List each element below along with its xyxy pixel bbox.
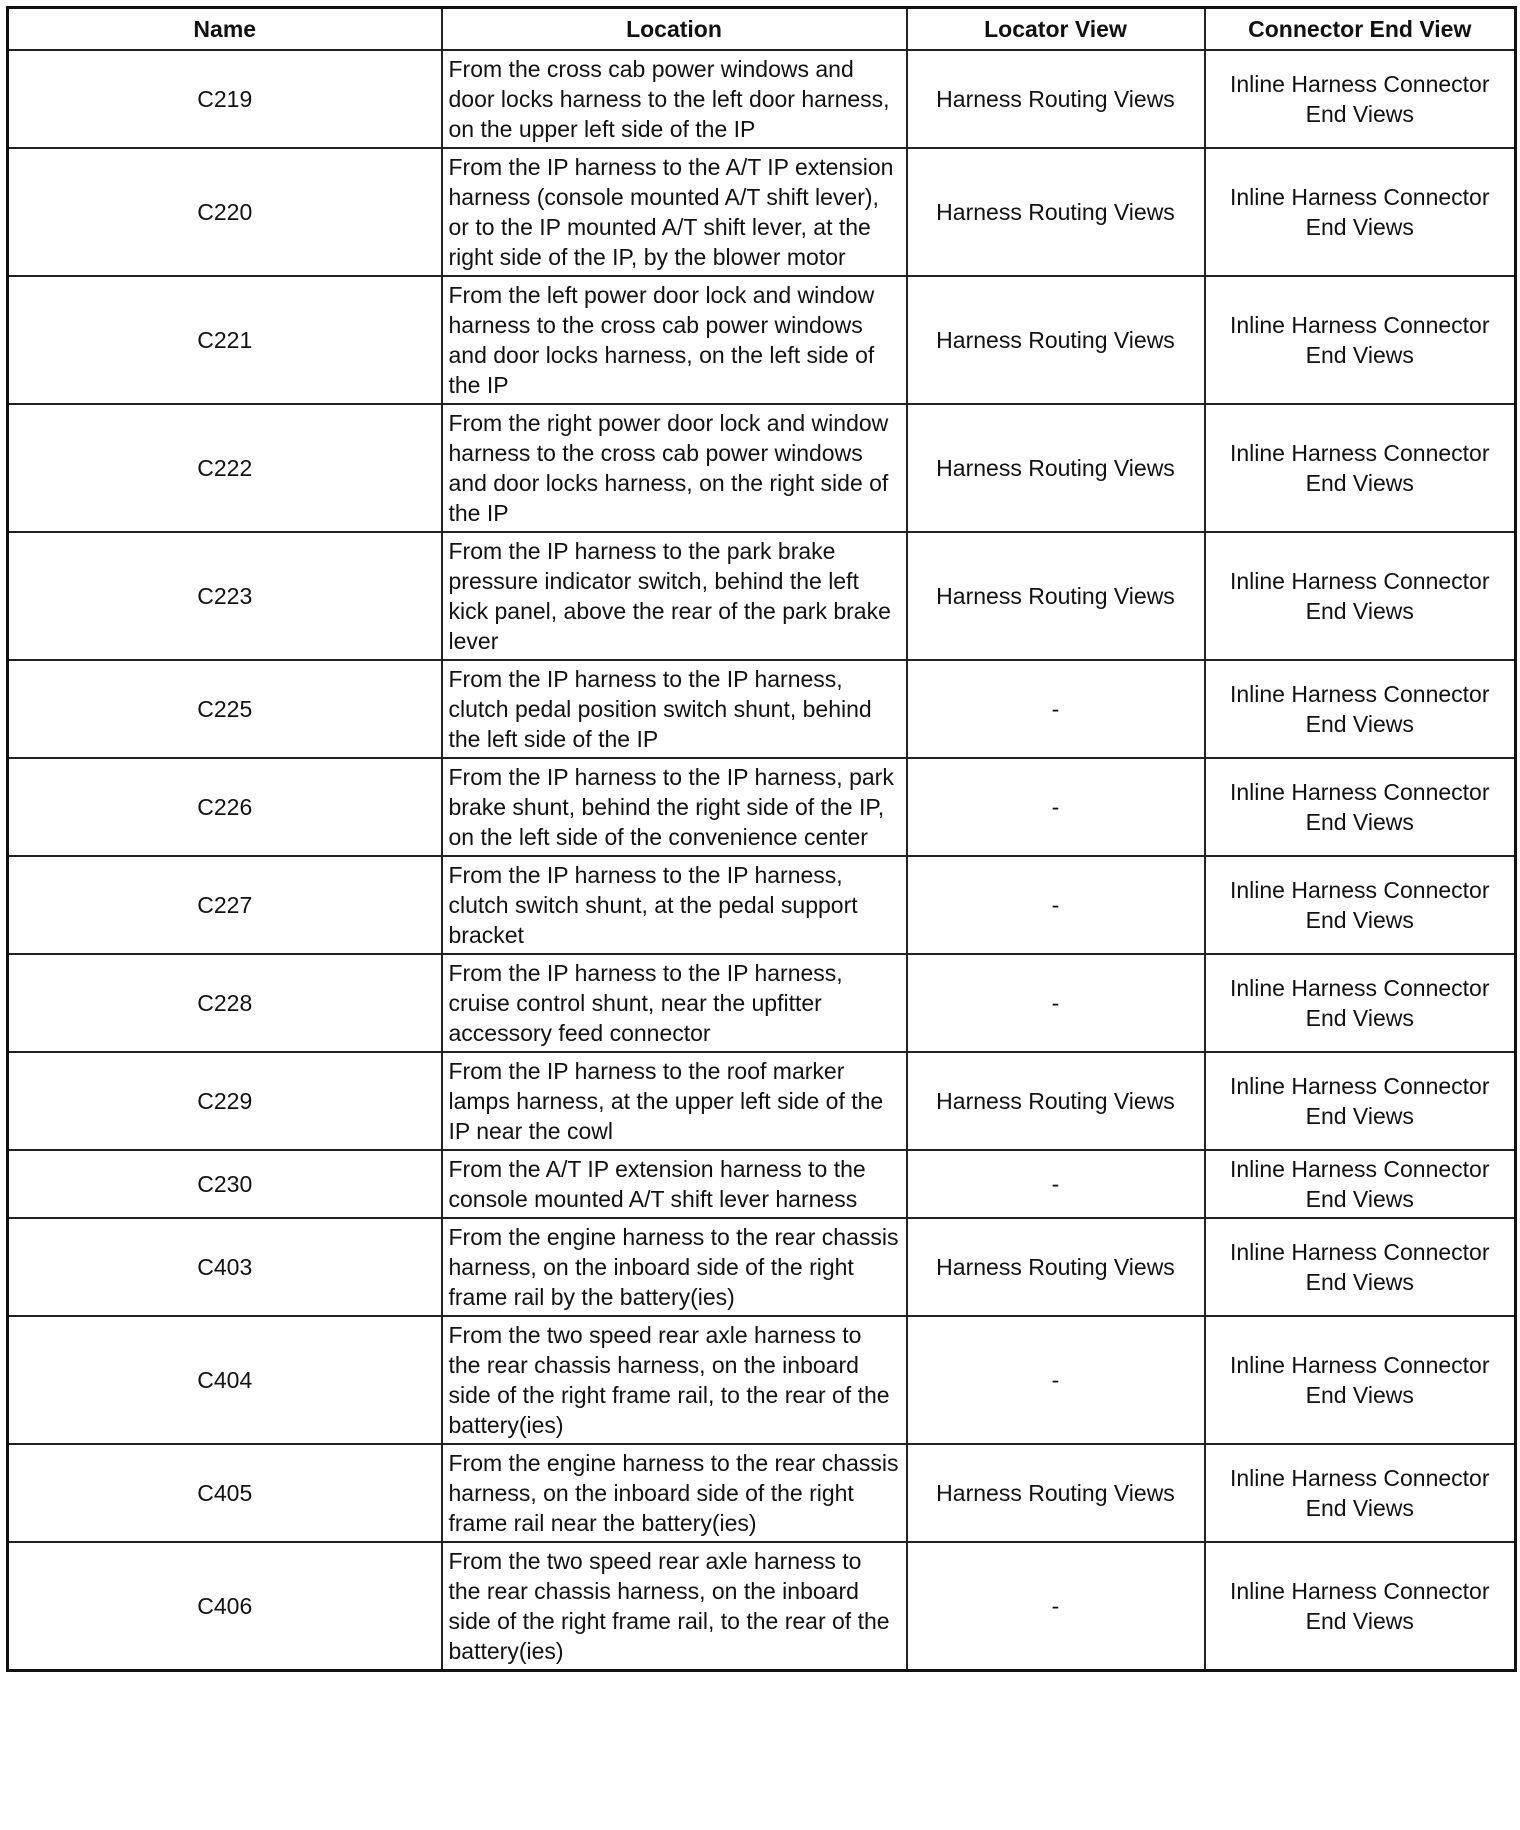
table-row bbox=[8, 1150, 1516, 1218]
cell-locator-view: Harness Routing Views bbox=[907, 50, 1205, 148]
cell-locator-view: - bbox=[907, 1150, 1205, 1218]
cell-locator-view: Harness Routing Views bbox=[907, 148, 1205, 276]
table-row bbox=[8, 276, 1516, 404]
cell-location: From the IP harness to the IP harness, clutch switch shunt, at the pedal support bracket bbox=[442, 856, 907, 954]
cell-connector-end-view: Inline Harness Connector End Views bbox=[1205, 1150, 1516, 1218]
cell-name: C406 bbox=[8, 1542, 442, 1671]
cell-location: From the IP harness to the A/T IP extension harness (console mounted A/T shift lever), or to the IP mounted A/T shift lever, at the right side of the IP, by the blower motor bbox=[442, 148, 907, 276]
header-location: Location bbox=[442, 8, 907, 51]
cell-name: C229 bbox=[8, 1052, 442, 1150]
cell-name: C219 bbox=[8, 50, 442, 148]
cell-connector-end-view: Inline Harness Connector End Views bbox=[1205, 148, 1516, 276]
cell-locator-view: Harness Routing Views bbox=[907, 1444, 1205, 1542]
cell-location: From the IP harness to the IP harness, cruise control shunt, near the upfitter accessory feed connector bbox=[442, 954, 907, 1052]
header-locator-view: Locator View bbox=[907, 8, 1205, 51]
cell-name: C403 bbox=[8, 1218, 442, 1316]
table-row bbox=[8, 758, 1516, 856]
cell-connector-end-view: Inline Harness Connector End Views bbox=[1205, 954, 1516, 1052]
cell-locator-view: - bbox=[907, 1542, 1205, 1671]
cell-name: C230 bbox=[8, 1150, 442, 1218]
cell-name: C222 bbox=[8, 404, 442, 532]
connector-table bbox=[6, 6, 1517, 1672]
table-row bbox=[8, 532, 1516, 660]
cell-connector-end-view: Inline Harness Connector End Views bbox=[1205, 1218, 1516, 1316]
header-row bbox=[8, 8, 1516, 51]
cell-locator-view: - bbox=[907, 660, 1205, 758]
cell-location: From the IP harness to the roof marker lamps harness, at the upper left side of the IP near the cowl bbox=[442, 1052, 907, 1150]
cell-location: From the IP harness to the park brake pressure indicator switch, behind the left kick panel, above the rear of the park brake lever bbox=[442, 532, 907, 660]
table-row bbox=[8, 954, 1516, 1052]
cell-name: C228 bbox=[8, 954, 442, 1052]
cell-location: From the right power door lock and window harness to the cross cab power windows and door locks harness, on the right side of the IP bbox=[442, 404, 907, 532]
cell-connector-end-view: Inline Harness Connector End Views bbox=[1205, 1542, 1516, 1671]
cell-location: From the engine harness to the rear chassis harness, on the inboard side of the right frame rail by the battery(ies) bbox=[442, 1218, 907, 1316]
header-name: Name bbox=[8, 8, 442, 51]
cell-name: C223 bbox=[8, 532, 442, 660]
cell-locator-view: Harness Routing Views bbox=[907, 1052, 1205, 1150]
cell-locator-view: Harness Routing Views bbox=[907, 1218, 1205, 1316]
cell-name: C221 bbox=[8, 276, 442, 404]
cell-location: From the IP harness to the IP harness, clutch pedal position switch shunt, behind the left side of the IP bbox=[442, 660, 907, 758]
cell-connector-end-view: Inline Harness Connector End Views bbox=[1205, 404, 1516, 532]
cell-locator-view: Harness Routing Views bbox=[907, 404, 1205, 532]
table-row bbox=[8, 1444, 1516, 1542]
table-row bbox=[8, 660, 1516, 758]
cell-locator-view: Harness Routing Views bbox=[907, 532, 1205, 660]
cell-name: C227 bbox=[8, 856, 442, 954]
cell-name: C226 bbox=[8, 758, 442, 856]
cell-locator-view: Harness Routing Views bbox=[907, 276, 1205, 404]
cell-location: From the two speed rear axle harness to the rear chassis harness, on the inboard side of the right frame rail, to the rear of the battery(ies) bbox=[442, 1542, 907, 1671]
cell-name: C404 bbox=[8, 1316, 442, 1444]
cell-connector-end-view: Inline Harness Connector End Views bbox=[1205, 1316, 1516, 1444]
cell-locator-view: - bbox=[907, 758, 1205, 856]
cell-connector-end-view: Inline Harness Connector End Views bbox=[1205, 758, 1516, 856]
cell-locator-view: - bbox=[907, 856, 1205, 954]
cell-location: From the two speed rear axle harness to the rear chassis harness, on the inboard side of the right frame rail, to the rear of the battery(ies) bbox=[442, 1316, 907, 1444]
table-row bbox=[8, 856, 1516, 954]
table-row bbox=[8, 1542, 1516, 1671]
table-row bbox=[8, 50, 1516, 148]
cell-connector-end-view: Inline Harness Connector End Views bbox=[1205, 1052, 1516, 1150]
table-row bbox=[8, 148, 1516, 276]
cell-location: From the A/T IP extension harness to the console mounted A/T shift lever harness bbox=[442, 1150, 907, 1218]
table-row bbox=[8, 1052, 1516, 1150]
cell-name: C405 bbox=[8, 1444, 442, 1542]
table-row bbox=[8, 404, 1516, 532]
cell-connector-end-view: Inline Harness Connector End Views bbox=[1205, 276, 1516, 404]
header-connector-end-view: Connector End View bbox=[1205, 8, 1516, 51]
cell-name: C220 bbox=[8, 148, 442, 276]
cell-connector-end-view: Inline Harness Connector End Views bbox=[1205, 856, 1516, 954]
cell-name: C225 bbox=[8, 660, 442, 758]
cell-locator-view: - bbox=[907, 954, 1205, 1052]
cell-locator-view: - bbox=[907, 1316, 1205, 1444]
table-row bbox=[8, 1316, 1516, 1444]
cell-connector-end-view: Inline Harness Connector End Views bbox=[1205, 50, 1516, 148]
cell-location: From the engine harness to the rear chassis harness, on the inboard side of the right frame rail near the battery(ies) bbox=[442, 1444, 907, 1542]
cell-connector-end-view: Inline Harness Connector End Views bbox=[1205, 1444, 1516, 1542]
cell-location: From the cross cab power windows and door locks harness to the left door harness, on the upper left side of the IP bbox=[442, 50, 907, 148]
cell-connector-end-view: Inline Harness Connector End Views bbox=[1205, 660, 1516, 758]
cell-connector-end-view: Inline Harness Connector End Views bbox=[1205, 532, 1516, 660]
table-row bbox=[8, 1218, 1516, 1316]
cell-location: From the left power door lock and window harness to the cross cab power windows and door locks harness, on the left side of the IP bbox=[442, 276, 907, 404]
cell-location: From the IP harness to the IP harness, park brake shunt, behind the right side of the IP, on the left side of the convenience center bbox=[442, 758, 907, 856]
